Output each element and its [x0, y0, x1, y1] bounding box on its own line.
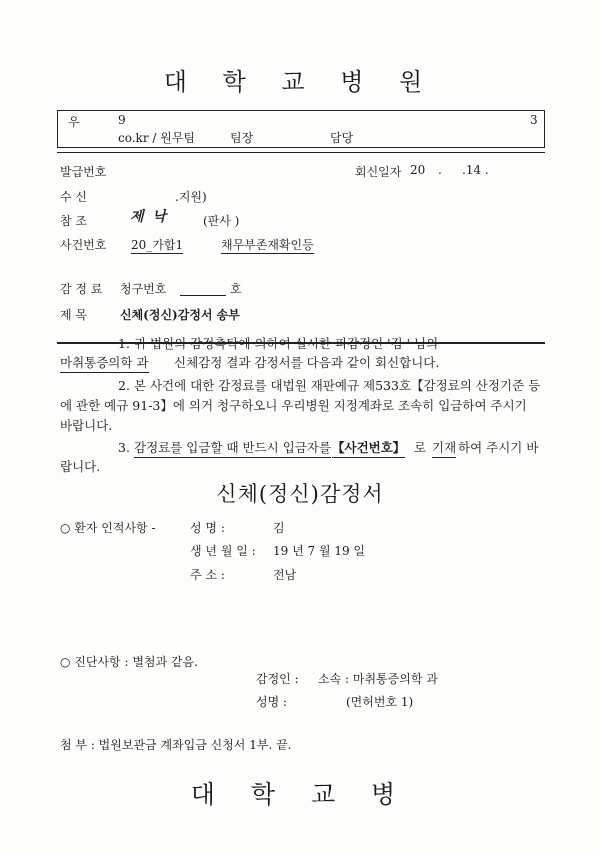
paragraph-3-rest: 하여 주시기 바 — [458, 440, 539, 455]
paragraph-3-write: 기재 — [432, 438, 456, 458]
dob-label: 생 년 월 일 : — [190, 544, 256, 558]
paragraph-3-case-number: 【사건번호】 — [332, 438, 405, 458]
paragraph-1-line-1: 1. 귀 법원의 감정촉탁에 의하여 실시한 피감정인 '김 ' 님의 — [118, 336, 439, 351]
paragraph-3-underlined: 감정료를 입금할 때 반드시 입금자를 — [134, 438, 331, 458]
examiner-label: 감정인 : — [256, 672, 299, 686]
subject-value: 신체(정신)감정서 송부 — [120, 308, 240, 322]
patient-info-heading: ○ 환자 인적사항 - — [60, 521, 156, 535]
paragraph-1-dept: 마취통증의학 과 — [60, 353, 149, 373]
reference-signature: 제 낙 — [130, 209, 168, 225]
reply-date-year: 20 — [410, 163, 426, 177]
paragraph-1-line-2: 신체감정 결과 감정서를 다음과 같이 회신합니다. — [174, 355, 440, 370]
examiner-dept: 소속 : 마취통증의학 과 — [318, 672, 438, 686]
paragraph-2-line-3: 바랍니다. — [60, 418, 113, 433]
name-value: 김 — [273, 521, 285, 535]
reply-date-day: .14 . — [462, 163, 489, 177]
paragraph-3-number: 3. — [118, 440, 130, 455]
paragraph-3-to: 로 — [414, 440, 427, 455]
license-number: (면허번호 1) — [346, 695, 414, 709]
issue-number-label: 발급번호 — [60, 165, 107, 179]
reference-value: (판사 ) — [203, 214, 240, 228]
postal-code: 9 — [118, 113, 126, 127]
address-line2: co.kr / 원무팀 — [118, 131, 196, 145]
team-leader-label: 팀장 — [230, 131, 254, 145]
hospital-title-bottom: 대 학 교 병 — [190, 780, 410, 809]
paragraph-2-line-2: 에 관한 예규 91-3】에 의거 청구하오니 우리병원 지정계좌로 조속히 입금하여 주시기 — [60, 398, 527, 413]
recipient-label: 수 신 — [60, 190, 87, 204]
reply-date-dot: . — [438, 163, 442, 177]
case-name: 채무부존재확인등 — [221, 238, 314, 252]
paragraph-2-line-1: 2. 본 사건에 대한 감정료를 대법원 재판예규 제533호【감정료의 산정기준 등 — [118, 378, 541, 393]
reference-label: 참 조 — [60, 214, 87, 228]
claim-number-label: 청구번호 — [120, 282, 167, 296]
dob-value: 19 년 7 월 19 일 — [273, 544, 366, 558]
postal-label: 우 — [68, 115, 80, 129]
reply-date-label: 회신일자 — [355, 165, 402, 179]
staff-label: 담당 — [330, 131, 354, 145]
attachment-line: 첨 부 : 법원보관금 계좌입금 신청서 1부. 끝. — [60, 738, 292, 752]
paragraph-3-line-2: 랍니다. — [60, 459, 101, 474]
claim-number-blank — [180, 283, 226, 296]
examiner-name-label: 성명 : — [256, 695, 288, 709]
case-number-label: 사건번호 — [60, 238, 107, 252]
case-number-value: 20_가합1 — [131, 238, 184, 252]
hospital-title-top: 대 학 교 병 원 — [163, 68, 437, 96]
name-label: 성 명 : — [190, 521, 225, 535]
recipient-value: .지원) — [175, 190, 207, 204]
subject-label: 제 목 — [60, 308, 87, 322]
fee-label: 감 정 료 — [60, 282, 103, 296]
divider — [57, 152, 545, 153]
address-label: 주 소 : — [190, 568, 225, 582]
form-title: 신체(정신)감정서 — [216, 482, 384, 506]
page-number: 3 — [530, 113, 538, 127]
address-value: 전남 — [273, 568, 297, 582]
claim-number-suffix: 호 — [230, 282, 242, 296]
diagnosis-text: ○ 진단사항 : 별첨과 같음. — [60, 655, 198, 669]
